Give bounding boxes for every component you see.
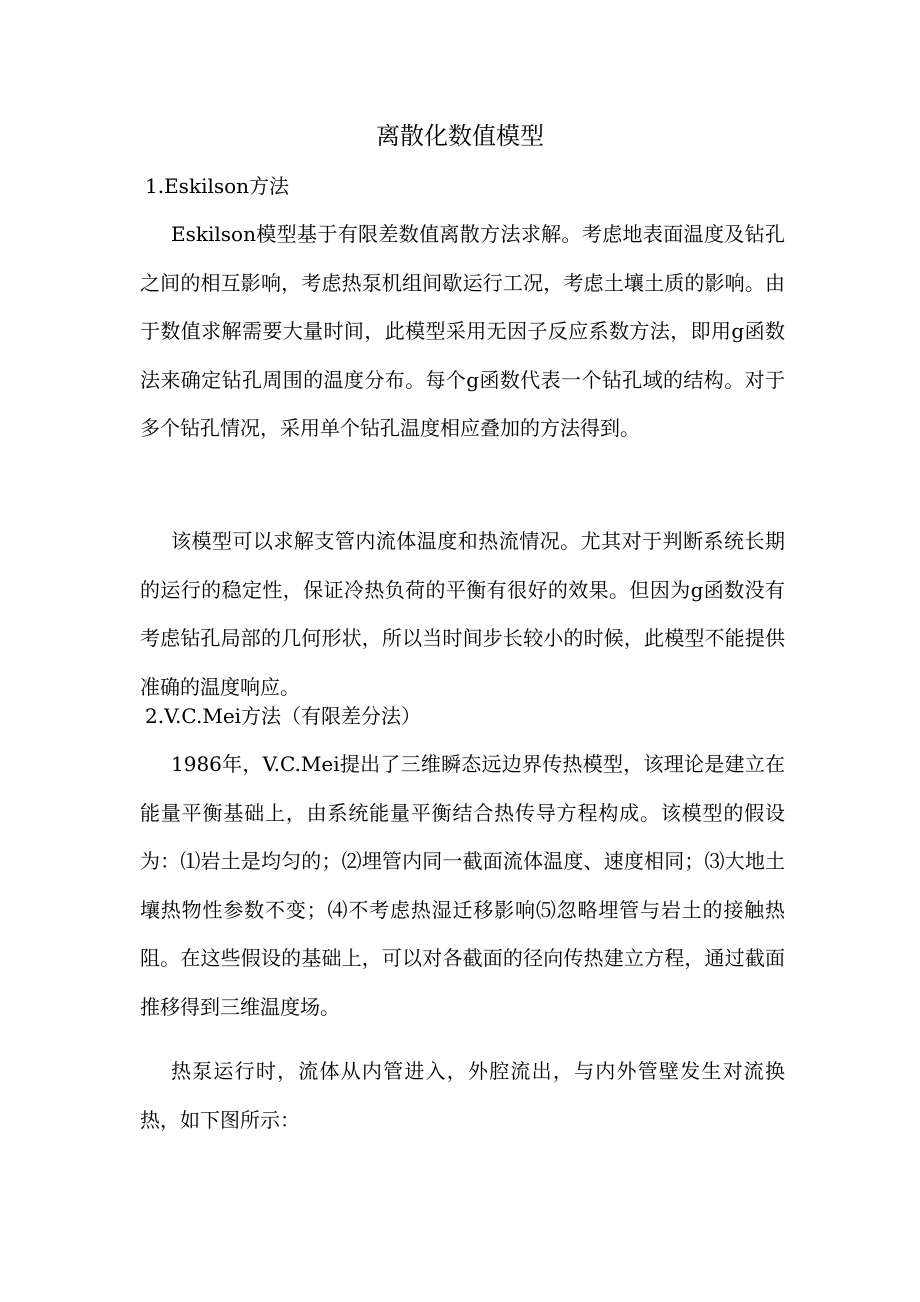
document-title: 离散化数值模型 (376, 122, 544, 150)
section-1-paragraph-2: 该模型可以求解支管内流体温度和热流情况。尤其对于判断系统长期的运行的稳定性，保证冷热负荷的平衡有很好的效果。但因为g函数没有考虑钻孔局部的几何形状，所以当时间步长较小的时候，此模型不能提供准确的温度响应。 (140, 529, 785, 699)
section-2-paragraph-1: 1986年，V.C.Mei提出了三维瞬态远边界传热模型，该理论是建立在能量平衡基础上，由系统能量平衡结合热传导方程构成。该模型的假设为：⑴岩土是均匀的；⑵埋管内同一截面流体温度、速度相同；⑶大地土壤热物性参数不变；⑷不考虑热湿迁移影响⑸忽略埋管与岩土的接触热阻。在这些假设的基础上，可以对各截面的径向传热建立方程，通过截面推移得到三维温度场。 (140, 752, 785, 1019)
section-2-heading: 2.V.C.Mei方法（有限差分法） (145, 704, 422, 728)
section-1-paragraph-1: Eskilson模型基于有限差数值离散方法求解。考虑地表面温度及钻孔之间的相互影响，考虑热泵机组间歇运行工况，考虑土壤土质的影响。由于数值求解需要大量时间，此模型采用无因子反应系数方法，即用g函数法来确定钻孔周围的温度分布。每个g函数代表一个钻孔域的结构。对于多个钻孔情况，采用单个钻孔温度相应叠加的方法得到。 (140, 222, 785, 440)
section-1-heading: 1.Eskilson方法 (145, 174, 290, 198)
section-2-paragraph-2: 热泵运行时，流体从内管进入，外腔流出，与内外管壁发生对流换热，如下图所示： (140, 1059, 785, 1132)
